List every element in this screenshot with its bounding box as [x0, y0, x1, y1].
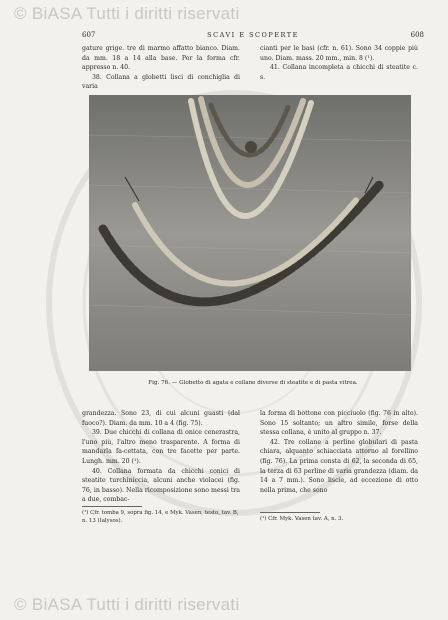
running-title: SCAVI E SCOPERTE [207, 31, 299, 39]
column-right-bottom [260, 409, 418, 495]
paragraph: 40. Collana formata da chicchi conici di steatite turchiniccia, alcuni anche violacei (fig. 76, in basso). Nella ricomposizione sono messi tra a due, combac- [82, 467, 240, 504]
figure-photo-necklaces [89, 95, 411, 371]
paragraph: 39. Due chicchi di collana di onice cenerastra, l'uno più, l'altro meno trasparente. A forma di mandarla fa-cettata, con tre facette per parte. Lungh. mm. 20 (¹). [82, 429, 240, 465]
footnote-rule-left [82, 506, 142, 507]
paragraph: grandezza. Sono 23, di cui alcuni guasti (dal fuoco?). Diam. da mm. 10 a 4 (fig. 75). [82, 410, 240, 427]
column-right-top [260, 44, 418, 82]
footnote-left: (¹) Cfr. tomba 9, sopra fig. 14, e Myk. Vasen, testo, tav. B, n. 13 (Ialysos). [82, 510, 239, 524]
figure-caption: Fig. 76. — Globetto di agata e collane diverse di steatite e di pasta vitrea. [148, 380, 358, 386]
agate-globule [245, 141, 257, 153]
watermark-top: © BiASA Tutti i diritti riservati [14, 4, 240, 23]
paragraph: la forma di bottone con picciuolo (fig. 76 in alto). Sono 15 soltanto; un altro simile, forse della stessa collana, è unito al gruppo n. 37. [260, 410, 418, 437]
watermark-bottom: © BiASA Tutti i diritti riservati [14, 595, 240, 614]
page-number-right: 608 [410, 31, 424, 39]
column-left-top [82, 44, 240, 92]
running-header [82, 29, 424, 41]
footnote-right: (¹) Cfr. Myk. Vasen tav. A, n. 3. [260, 516, 344, 522]
paragraph: cianti per le basi (cfr. n. 61). Sono 34 coppie più uno. Diam. mass. 20 mm., min. 8 (¹). [260, 45, 418, 62]
paragraph: 42. Tre collane a perline globulari di pasta chiara, alquanto schiacciata attorno al forellino (fig. 76). La prima consta di 62, la seconda di 65, la terza di 63 perline di varia grandezza (diam. da 14 a 7 mm.). Sono liscie, ad eccezione di otto nella prima, che sono [260, 438, 418, 494]
footnote-rule-right [260, 512, 320, 513]
paragraph: gature grige. tre di marmo affatto bianco. Diam. da mm. 18 a 14 alla base. Per la forma cfr. appresso n. 40. [82, 45, 240, 72]
paragraph: 41. Collana incompleta a chicchi di steatite c. s. [260, 64, 418, 81]
page-number-left: 607 [82, 31, 96, 39]
paragraph: 38. Collana a globetti lisci di conchiglia di varia [82, 73, 240, 91]
column-left-bottom [82, 409, 240, 505]
